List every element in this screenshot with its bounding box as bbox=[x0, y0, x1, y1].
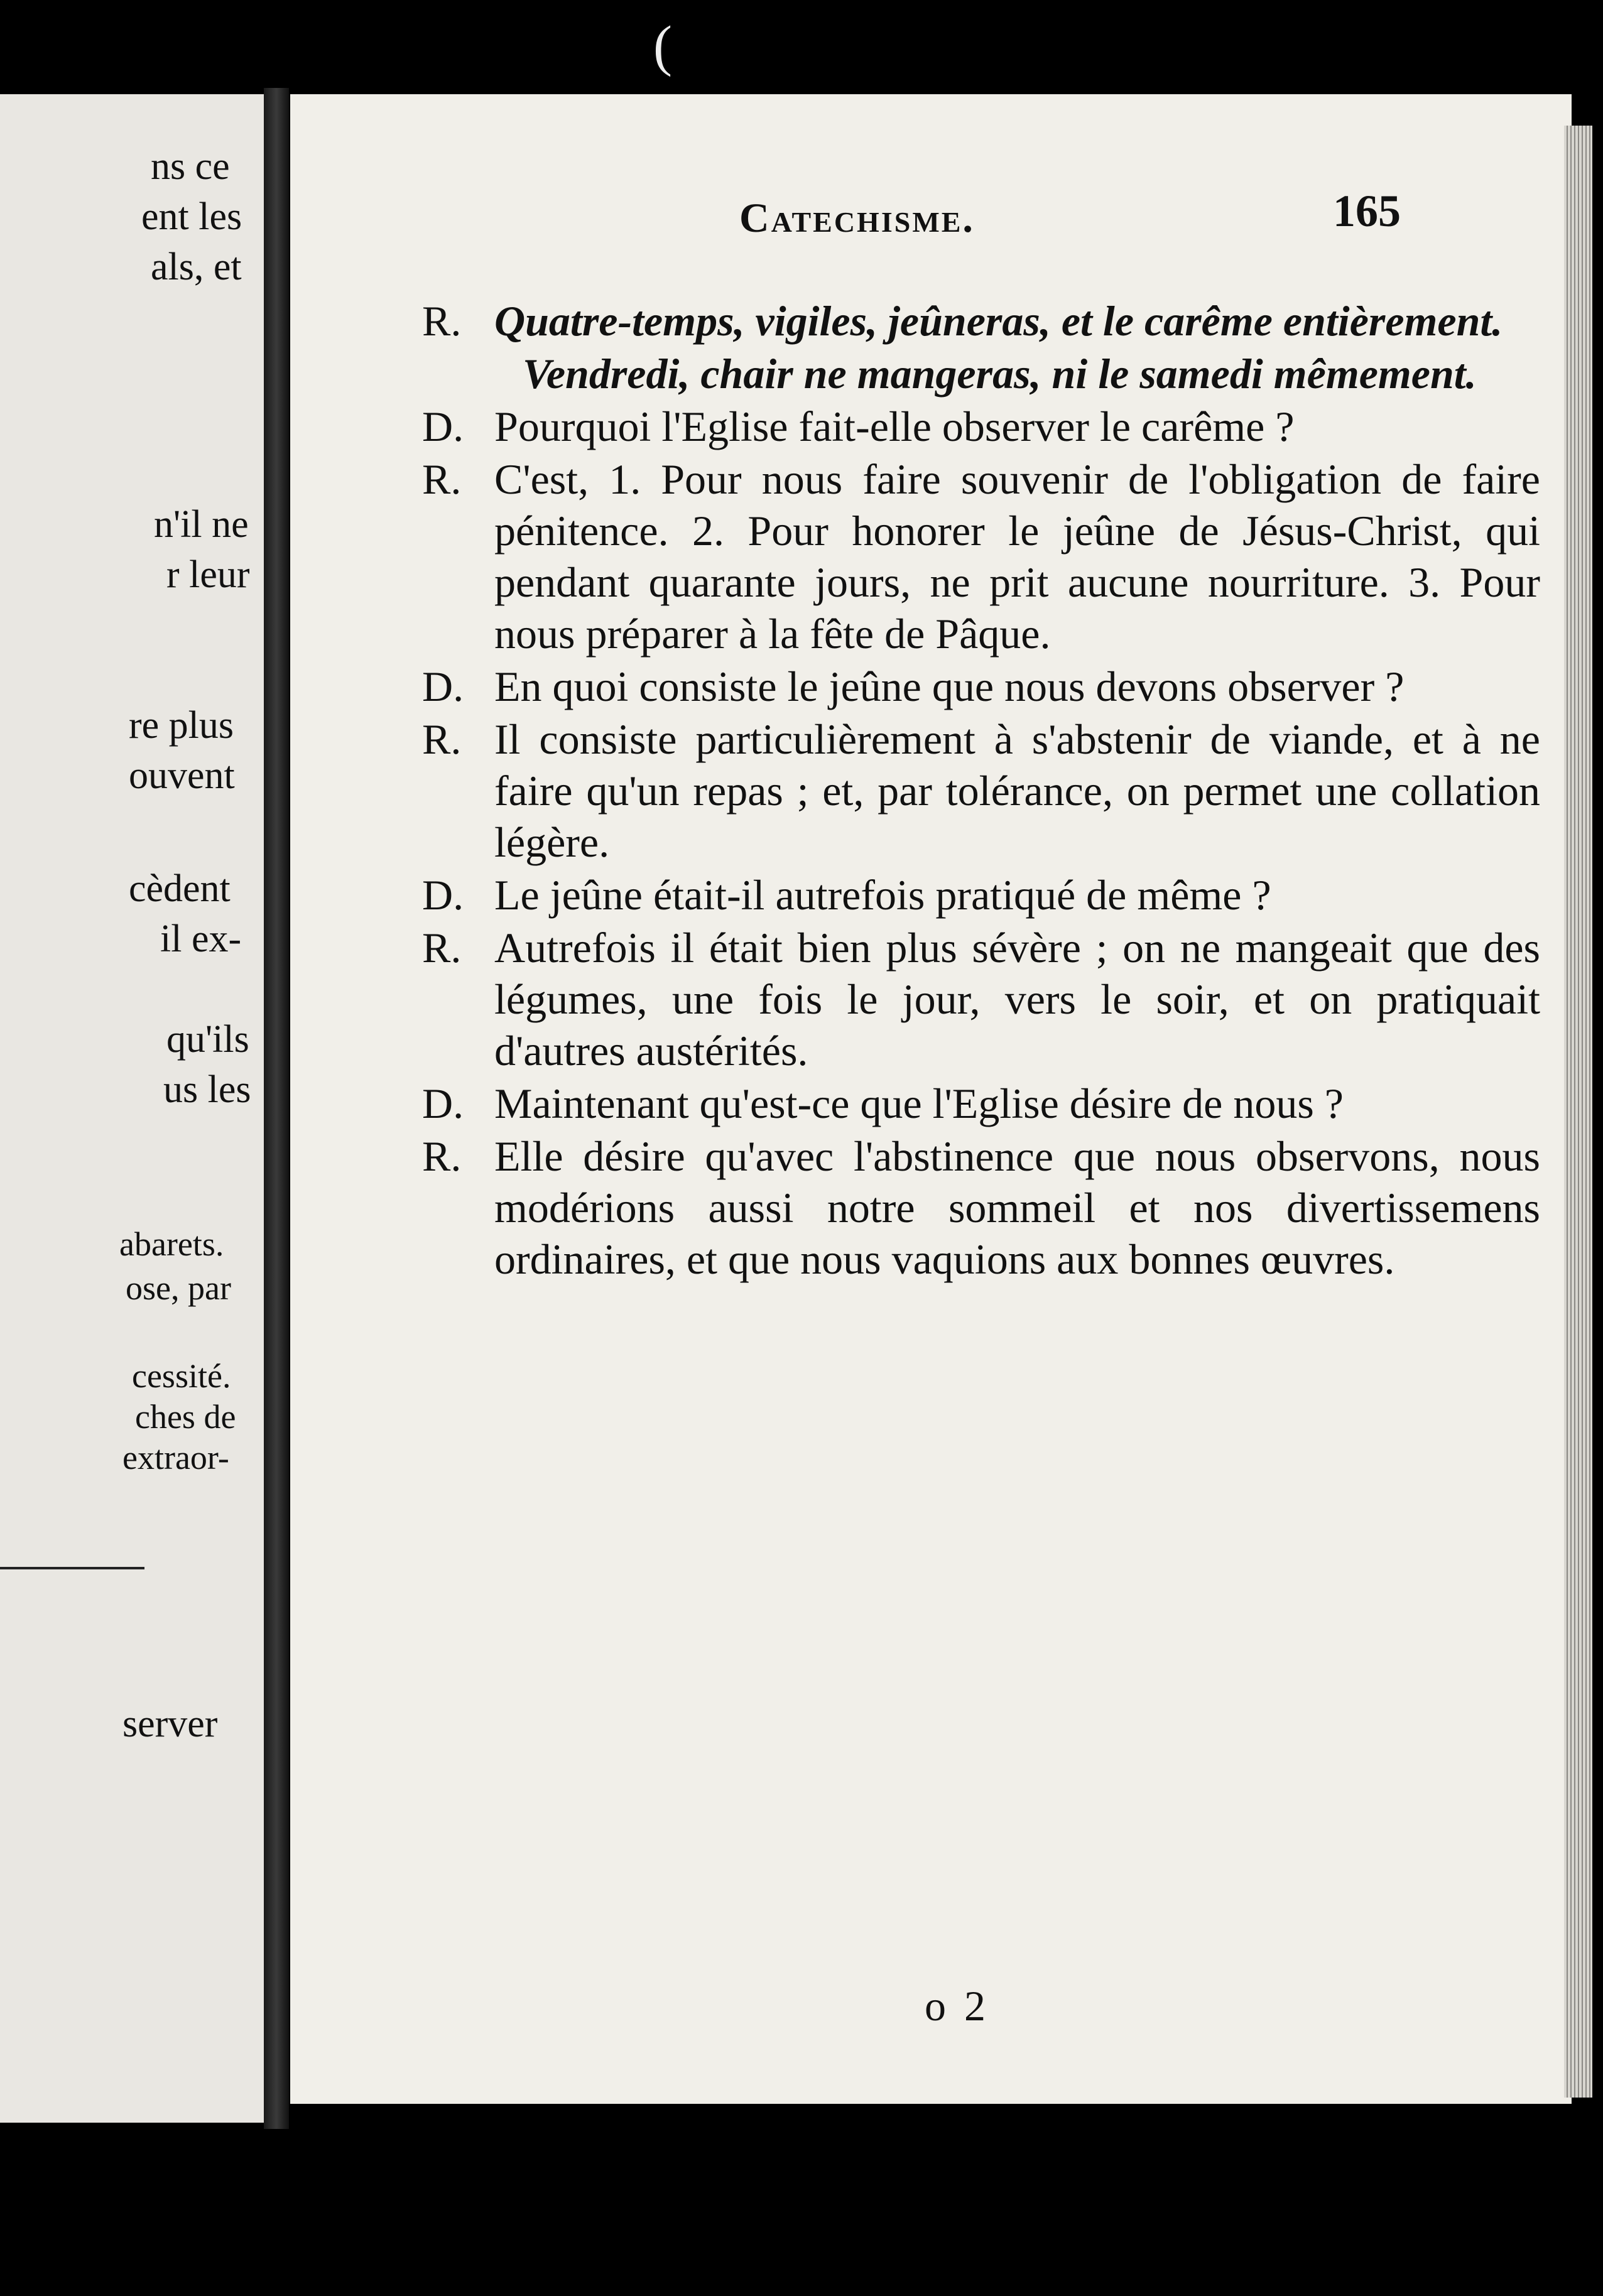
entry-text: Vendredi, chair ne mangeras, ni le samedi mêmement. bbox=[523, 350, 1477, 398]
entry-answer bbox=[422, 453, 1540, 659]
page-number: 165 bbox=[1333, 186, 1401, 236]
entry-question bbox=[422, 1078, 1540, 1129]
entry-label: R. bbox=[422, 297, 462, 345]
left-line: re plus bbox=[129, 704, 234, 747]
entry-verse bbox=[422, 348, 1540, 399]
entry-question bbox=[422, 661, 1540, 712]
left-line: ent les bbox=[141, 195, 242, 238]
scan-mark: ( bbox=[653, 15, 672, 77]
left-line: il ex- bbox=[160, 918, 242, 960]
left-line: us les bbox=[163, 1068, 251, 1111]
book-spine bbox=[264, 88, 289, 2129]
entry-label: R. bbox=[422, 455, 462, 503]
left-page-fragment bbox=[0, 94, 267, 2123]
entry-answer bbox=[422, 1130, 1540, 1285]
page-edges bbox=[1564, 126, 1592, 2098]
left-line: cèdent bbox=[129, 867, 231, 910]
signature-mark: o 2 bbox=[925, 1982, 989, 2030]
left-line: abarets. bbox=[119, 1225, 224, 1263]
entry-label: D. bbox=[422, 871, 464, 919]
entry-text: Pourquoi l'Eglise fait-elle observer le carême ? bbox=[494, 403, 1295, 450]
left-line: r leur bbox=[166, 553, 250, 596]
left-divider bbox=[0, 1567, 144, 1569]
left-line: als, et bbox=[151, 246, 242, 288]
entry-answer bbox=[422, 295, 1540, 347]
left-line: ns ce bbox=[151, 145, 230, 188]
page-title: Catechisme. bbox=[739, 195, 975, 241]
left-line: cessité. bbox=[132, 1357, 231, 1395]
entry-label: D. bbox=[422, 1080, 464, 1127]
entry-text: Quatre-temps, vigiles, jeûneras, et le carême entièrement. bbox=[494, 297, 1503, 345]
left-line: extraor- bbox=[122, 1439, 229, 1476]
left-line: qu'ils bbox=[166, 1018, 249, 1061]
entry-question bbox=[422, 869, 1540, 921]
entry-label: R. bbox=[422, 1132, 462, 1180]
left-line: ouvent bbox=[129, 754, 235, 797]
entry-text: Autrefois il était bien plus sévère ; on ne mangeait que des légumes, une fois le jour, vers le soir, et on pratiquait d'autres austérités. bbox=[494, 924, 1540, 1075]
left-line: ose, par bbox=[126, 1269, 231, 1307]
entry-text: Elle désire qu'avec l'abstinence que nous observons, nous modérions aussi notre sommeil et nos divertissemens ordinaires, et que nous vaquions aux bonnes œuvres. bbox=[494, 1132, 1540, 1283]
entry-text: Le jeûne était-il autrefois pratiqué de même ? bbox=[494, 871, 1271, 919]
entry-label: R. bbox=[422, 715, 462, 763]
left-line: ches de bbox=[135, 1398, 236, 1436]
entry-text: En quoi consiste le jeûne que nous devons observer ? bbox=[494, 663, 1405, 710]
entry-text: Maintenant qu'est-ce que l'Eglise désire de nous ? bbox=[494, 1080, 1344, 1127]
right-page bbox=[290, 94, 1572, 2104]
left-line: server bbox=[122, 1703, 218, 1745]
left-line: n'il ne bbox=[154, 503, 249, 546]
entry-text: Il consiste particulièrement à s'abstenir de viande, et à ne faire qu'un repas ; et, par tolérance, on permet une collation légère. bbox=[494, 715, 1540, 866]
entry-label: D. bbox=[422, 663, 464, 710]
entry-answer bbox=[422, 922, 1540, 1076]
entry-label: D. bbox=[422, 403, 464, 450]
entry-question bbox=[422, 401, 1540, 452]
entry-answer bbox=[422, 713, 1540, 868]
entry-text: C'est, 1. Pour nous faire souvenir de l'obligation de faire pénitence. 2. Pour honorer le jeûne de Jésus-Christ, qui pendant quarante jours, ne prit aucune nourriture. 3. Pour nous préparer à la fête de Pâque. bbox=[494, 455, 1540, 658]
catechism-text bbox=[422, 295, 1540, 1286]
entry-label: R. bbox=[422, 924, 462, 972]
